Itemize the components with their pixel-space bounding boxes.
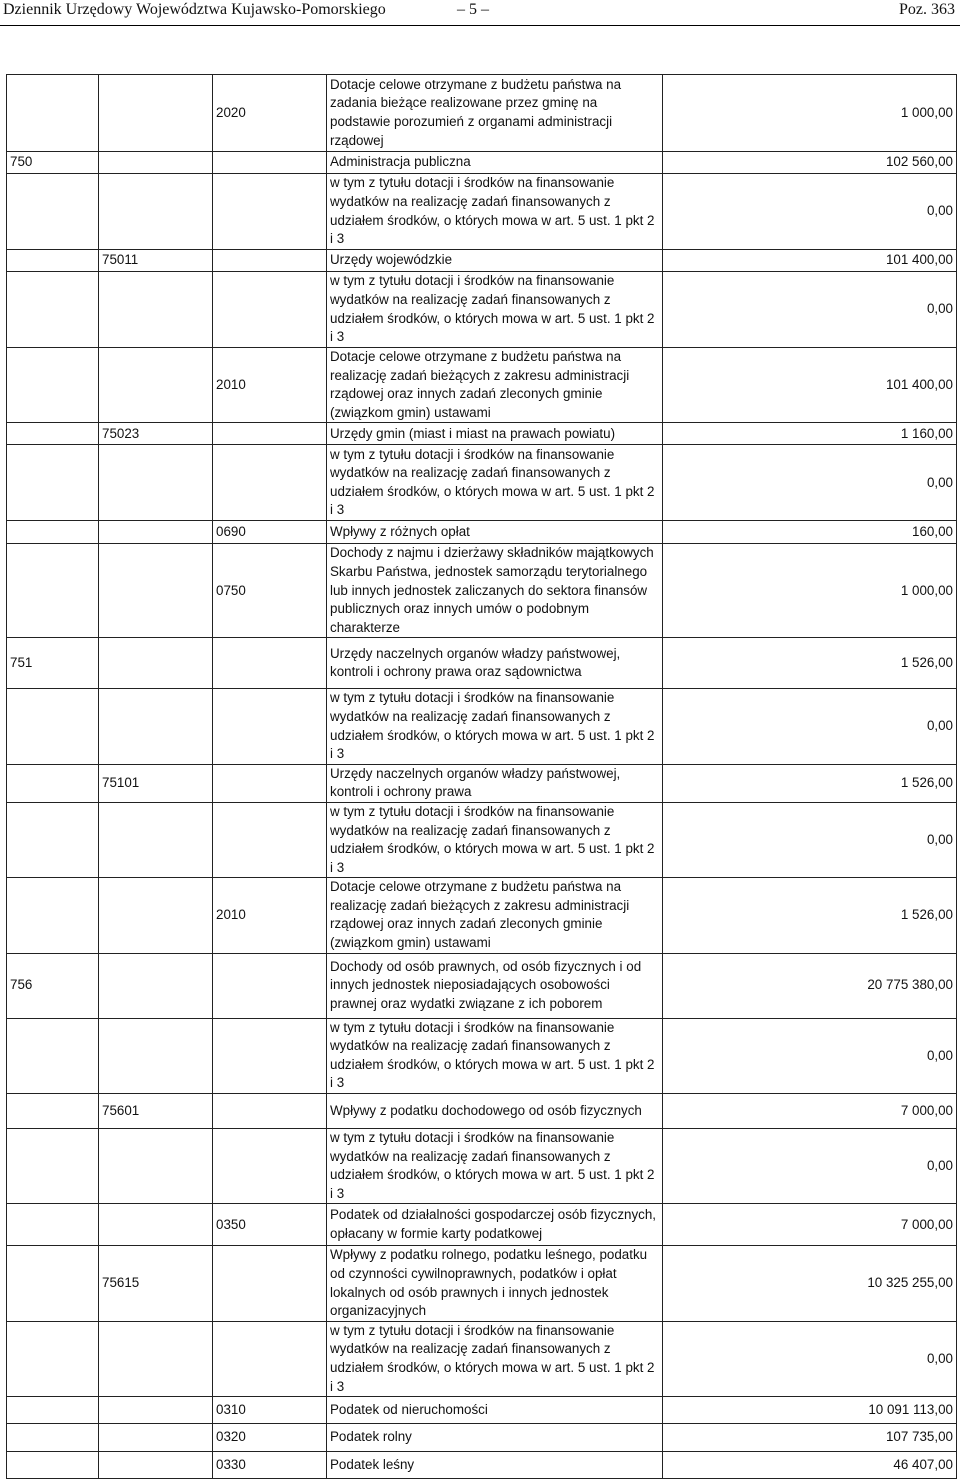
cell-rozdzial — [99, 1424, 213, 1452]
cell-nazwa: Administracja publiczna — [327, 152, 663, 174]
cell-kwota: 1 000,00 — [663, 544, 957, 638]
cell-kwota: 0,00 — [663, 272, 957, 348]
cell-dzial — [7, 250, 99, 272]
cell-nazwa: w tym z tytułu dotacji i środków na finansowanie wydatków na realizację zadań finansowanych z udziałem środków, o których mowa w art. 5 ust. 1 pkt 2 i 3 — [327, 1321, 663, 1396]
cell-dzial — [7, 1397, 99, 1424]
cell-kwota: 0,00 — [663, 689, 957, 764]
cell-paragraf — [213, 1129, 327, 1204]
cell-paragraf — [213, 1246, 327, 1321]
cell-nazwa: w tym z tytułu dotacji i środków na finansowanie wydatków na realizację zadań finansowanych z udziałem środków, o których mowa w art. 5 ust. 1 pkt 2 i 3 — [327, 445, 663, 521]
cell-paragraf: 0350 — [213, 1204, 327, 1246]
cell-paragraf: 2010 — [213, 348, 327, 423]
cell-paragraf — [213, 1018, 327, 1093]
table-row — [7, 689, 957, 764]
cell-rozdzial — [99, 152, 213, 174]
cell-rozdzial — [99, 1129, 213, 1204]
cell-rozdzial — [99, 802, 213, 877]
cell-rozdzial — [99, 1452, 213, 1479]
cell-kwota: 160,00 — [663, 521, 957, 544]
cell-dzial — [7, 802, 99, 877]
cell-nazwa: Podatek rolny — [327, 1424, 663, 1452]
cell-dzial — [7, 521, 99, 544]
budget-income-table — [6, 74, 957, 1479]
table-row — [7, 878, 957, 953]
cell-kwota: 0,00 — [663, 802, 957, 877]
cell-dzial — [7, 1094, 99, 1129]
cell-rozdzial — [99, 1204, 213, 1246]
table-row — [7, 174, 957, 250]
table-row — [7, 953, 957, 1018]
cell-dzial — [7, 348, 99, 423]
cell-kwota: 101 400,00 — [663, 250, 957, 272]
cell-rozdzial — [99, 174, 213, 250]
cell-kwota: 107 735,00 — [663, 1424, 957, 1452]
cell-nazwa: Podatek od działalności gospodarczej osób fizycznych, opłacany w formie karty podatkowej — [327, 1204, 663, 1246]
table-row — [7, 272, 957, 348]
cell-paragraf — [213, 152, 327, 174]
cell-nazwa: Urzędy wojewódzkie — [327, 250, 663, 272]
cell-dzial — [7, 1452, 99, 1479]
cell-paragraf: 0690 — [213, 521, 327, 544]
cell-paragraf: 0330 — [213, 1452, 327, 1479]
cell-rozdzial — [99, 348, 213, 423]
cell-nazwa: w tym z tytułu dotacji i środków na finansowanie wydatków na realizację zadań finansowanych z udziałem środków, o których mowa w art. 5 ust. 1 pkt 2 i 3 — [327, 802, 663, 877]
table-row — [7, 521, 957, 544]
cell-kwota: 0,00 — [663, 1018, 957, 1093]
cell-paragraf — [213, 689, 327, 764]
cell-dzial — [7, 1321, 99, 1396]
cell-nazwa: Wpływy z podatku dochodowego od osób fizycznych — [327, 1094, 663, 1129]
cell-rozdzial — [99, 75, 213, 152]
cell-dzial — [7, 423, 99, 445]
table-row — [7, 75, 957, 152]
table-row — [7, 764, 957, 802]
table-row — [7, 1397, 957, 1424]
cell-nazwa: Wpływy z podatku rolnego, podatku leśnego, podatku od czynności cywilnoprawnych, podatków i opłat lokalnych od osób prawnych i innych jednostek organizacyjnych — [327, 1246, 663, 1321]
cell-rozdzial — [99, 272, 213, 348]
table-row — [7, 348, 957, 423]
cell-dzial — [7, 1204, 99, 1246]
table-row — [7, 250, 957, 272]
cell-kwota: 0,00 — [663, 1321, 957, 1396]
cell-kwota: 102 560,00 — [663, 152, 957, 174]
cell-paragraf — [213, 272, 327, 348]
cell-dzial — [7, 75, 99, 152]
table-row — [7, 1094, 957, 1129]
table-body — [7, 75, 957, 1479]
cell-dzial — [7, 1018, 99, 1093]
cell-kwota: 1 000,00 — [663, 75, 957, 152]
cell-paragraf — [213, 638, 327, 689]
cell-rozdzial: 75615 — [99, 1246, 213, 1321]
cell-nazwa: Dochody z najmu i dzierżawy składników majątkowych Skarbu Państwa, jednostek samorządu terytorialnego lub innych jednostek zaliczanych do sektora finansów publicznych oraz innych umów o podobnym charakterze — [327, 544, 663, 638]
cell-dzial — [7, 445, 99, 521]
cell-rozdzial — [99, 1018, 213, 1093]
cell-kwota: 0,00 — [663, 174, 957, 250]
cell-paragraf: 0320 — [213, 1424, 327, 1452]
cell-kwota: 10 325 255,00 — [663, 1246, 957, 1321]
cell-nazwa: w tym z tytułu dotacji i środków na finansowanie wydatków na realizację zadań finansowanych z udziałem środków, o których mowa w art. 5 ust. 1 pkt 2 i 3 — [327, 1018, 663, 1093]
cell-nazwa: w tym z tytułu dotacji i środków na finansowanie wydatków na realizację zadań finansowanych z udziałem środków, o których mowa w art. 5 ust. 1 pkt 2 i 3 — [327, 1129, 663, 1204]
cell-nazwa: Urzędy gmin (miast i miast na prawach powiatu) — [327, 423, 663, 445]
cell-rozdzial — [99, 521, 213, 544]
cell-dzial — [7, 1129, 99, 1204]
cell-kwota: 10 091 113,00 — [663, 1397, 957, 1424]
cell-nazwa: Dotacje celowe otrzymane z budżetu państwa na realizację zadań bieżących z zakresu administracji rządowej oraz innych zadań zleconych gminie (związkom gmin) ustawami — [327, 878, 663, 953]
cell-rozdzial: 75023 — [99, 423, 213, 445]
cell-kwota: 0,00 — [663, 445, 957, 521]
cell-paragraf — [213, 1321, 327, 1396]
table-row — [7, 445, 957, 521]
table-row — [7, 1424, 957, 1452]
cell-rozdzial: 75601 — [99, 1094, 213, 1129]
table-row — [7, 638, 957, 689]
page-number: – 5 – — [457, 1, 489, 18]
cell-kwota: 101 400,00 — [663, 348, 957, 423]
cell-paragraf — [213, 174, 327, 250]
position-number: Poz. 363 — [899, 1, 955, 18]
cell-kwota: 7 000,00 — [663, 1204, 957, 1246]
table-row — [7, 1246, 957, 1321]
cell-paragraf — [213, 1094, 327, 1129]
cell-dzial — [7, 878, 99, 953]
cell-dzial: 751 — [7, 638, 99, 689]
cell-rozdzial — [99, 638, 213, 689]
cell-paragraf — [213, 802, 327, 877]
cell-nazwa: Dochody od osób prawnych, od osób fizycznych i od innych jednostek nieposiadających osobowości prawnej oraz wydatki związane z ich poborem — [327, 953, 663, 1018]
table-row — [7, 544, 957, 638]
cell-dzial — [7, 764, 99, 802]
cell-paragraf — [213, 445, 327, 521]
journal-title: Dziennik Urzędowy Województwa Kujawsko-Pomorskiego — [3, 1, 386, 18]
cell-paragraf: 0750 — [213, 544, 327, 638]
cell-rozdzial — [99, 1321, 213, 1396]
table-row — [7, 1018, 957, 1093]
cell-dzial: 756 — [7, 953, 99, 1018]
cell-paragraf — [213, 423, 327, 445]
cell-paragraf: 2020 — [213, 75, 327, 152]
cell-paragraf — [213, 953, 327, 1018]
cell-kwota: 46 407,00 — [663, 1452, 957, 1479]
cell-dzial — [7, 1424, 99, 1452]
table-row — [7, 1129, 957, 1204]
cell-nazwa: w tym z tytułu dotacji i środków na finansowanie wydatków na realizację zadań finansowanych z udziałem środków, o których mowa w art. 5 ust. 1 pkt 2 i 3 — [327, 689, 663, 764]
cell-rozdzial: 75011 — [99, 250, 213, 272]
cell-rozdzial — [99, 689, 213, 764]
cell-kwota: 0,00 — [663, 1129, 957, 1204]
cell-dzial — [7, 174, 99, 250]
cell-dzial — [7, 272, 99, 348]
cell-paragraf — [213, 250, 327, 272]
cell-nazwa: Podatek od nieruchomości — [327, 1397, 663, 1424]
cell-nazwa: Dotacje celowe otrzymane z budżetu państwa na realizację zadań bieżących z zakresu administracji rządowej oraz innych zadań zleconych gminie (związkom gmin) ustawami — [327, 348, 663, 423]
cell-rozdzial: 75101 — [99, 764, 213, 802]
cell-nazwa: Dotacje celowe otrzymane z budżetu państwa na zadania bieżące realizowane przez gminę na podstawie porozumień z organami administracji rządowej — [327, 75, 663, 152]
cell-rozdzial — [99, 878, 213, 953]
cell-nazwa: Urzędy naczelnych organów władzy państwowej, kontroli i ochrony prawa oraz sądownictwa — [327, 638, 663, 689]
cell-kwota: 20 775 380,00 — [663, 953, 957, 1018]
cell-kwota: 7 000,00 — [663, 1094, 957, 1129]
cell-dzial — [7, 1246, 99, 1321]
cell-kwota: 1 160,00 — [663, 423, 957, 445]
table-row — [7, 1321, 957, 1396]
cell-nazwa: w tym z tytułu dotacji i środków na finansowanie wydatków na realizację zadań finansowanych z udziałem środków, o których mowa w art. 5 ust. 1 pkt 2 i 3 — [327, 272, 663, 348]
cell-paragraf: 0310 — [213, 1397, 327, 1424]
table-row — [7, 802, 957, 877]
cell-nazwa: Urzędy naczelnych organów władzy państwowej, kontroli i ochrony prawa — [327, 764, 663, 802]
cell-nazwa: w tym z tytułu dotacji i środków na finansowanie wydatków na realizację zadań finansowanych z udziałem środków, o których mowa w art. 5 ust. 1 pkt 2 i 3 — [327, 174, 663, 250]
cell-rozdzial — [99, 953, 213, 1018]
cell-nazwa: Wpływy z różnych opłat — [327, 521, 663, 544]
cell-kwota: 1 526,00 — [663, 638, 957, 689]
table-row — [7, 1204, 957, 1246]
cell-rozdzial — [99, 445, 213, 521]
cell-dzial — [7, 689, 99, 764]
cell-kwota: 1 526,00 — [663, 878, 957, 953]
cell-dzial — [7, 544, 99, 638]
table-row — [7, 423, 957, 445]
table-row — [7, 1452, 957, 1479]
table-row — [7, 152, 957, 174]
cell-paragraf: 2010 — [213, 878, 327, 953]
page-header — [0, 0, 960, 26]
cell-paragraf — [213, 764, 327, 802]
cell-rozdzial — [99, 544, 213, 638]
cell-rozdzial — [99, 1397, 213, 1424]
cell-nazwa: Podatek leśny — [327, 1452, 663, 1479]
cell-dzial: 750 — [7, 152, 99, 174]
cell-kwota: 1 526,00 — [663, 764, 957, 802]
